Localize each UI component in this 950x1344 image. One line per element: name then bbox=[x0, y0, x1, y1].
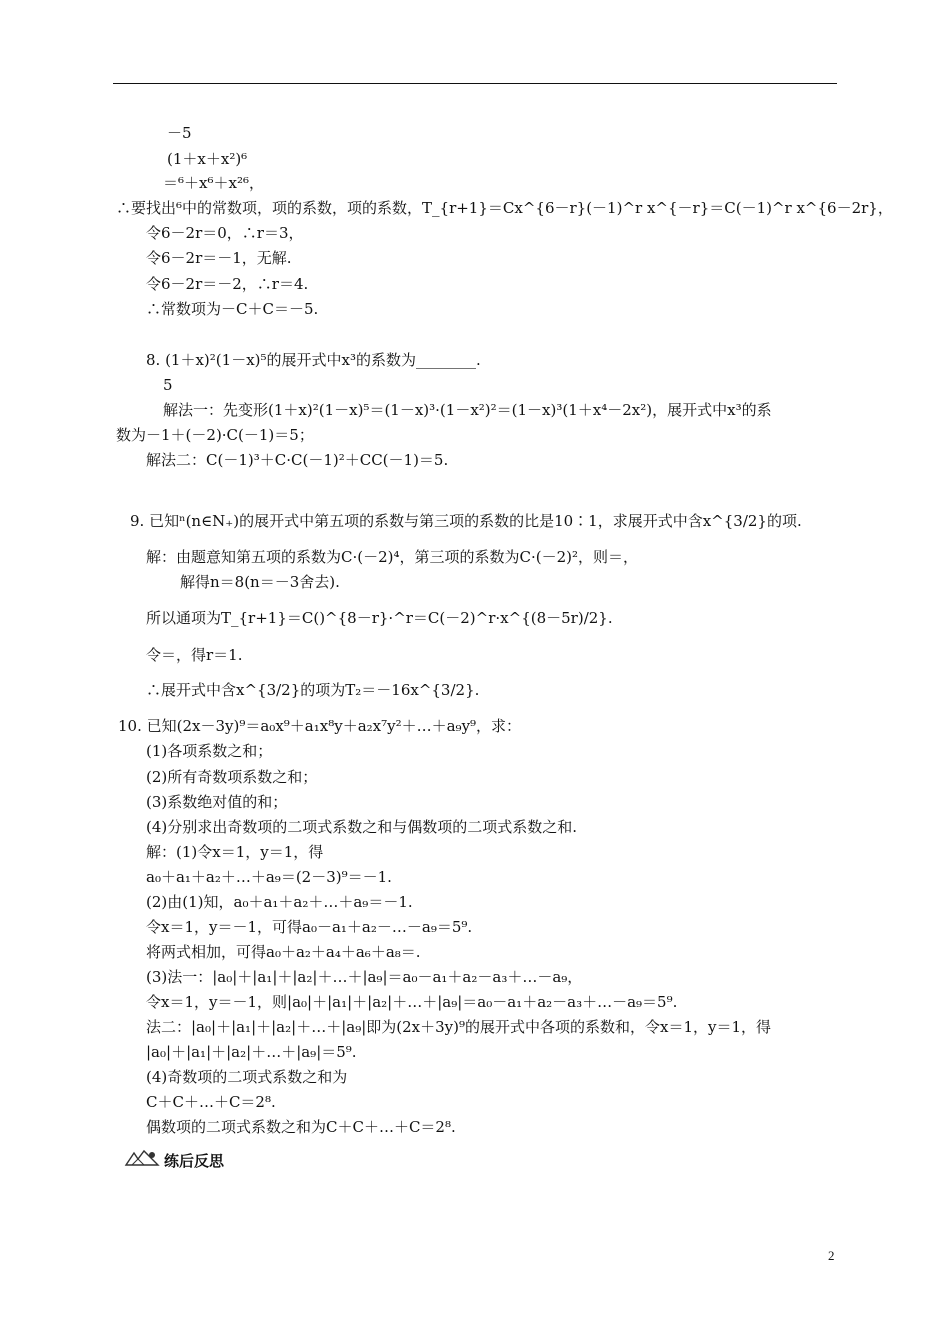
text-line: 解法二：C(－1)³＋C·C(－1)²＋CC(－1)＝5. bbox=[146, 451, 449, 469]
text-line: 偶数项的二项式系数之和为C＋C＋…＋C＝2⁸. bbox=[146, 1118, 456, 1136]
answer-8: 5 bbox=[163, 376, 173, 394]
text-line: 解：由题意知第五项的系数为C·(－2)⁴，第三项的系数为C·(－2)²，则＝， bbox=[146, 548, 639, 566]
text-line: (4)奇数项的二项式系数之和为 bbox=[146, 1068, 348, 1086]
text-line: 令x＝1，y＝－1，可得a₀－a₁＋a₂－…－a₉＝5⁹. bbox=[146, 918, 473, 936]
text-line: (2)所有奇数项系数之和； bbox=[146, 768, 318, 786]
text-line: 令＝，得r＝1. bbox=[146, 646, 243, 664]
question-10: 10. 已知(2x－3y)⁹＝a₀x⁹＋a₁x⁸y＋a₂x⁷y²＋…＋a₉y⁹，求： bbox=[118, 717, 522, 735]
text-line: a₀＋a₁＋a₂＋…＋a₉＝(2－3)⁹＝－1. bbox=[146, 868, 392, 886]
text-line: 令x＝1，y＝－1，则|a₀|＋|a₁|＋|a₂|＋…＋|a₉|＝a₀－a₁＋a₂－a₃＋…－a₉＝5⁹. bbox=[146, 993, 678, 1011]
text-line: C＋C＋…＋C＝2⁸. bbox=[146, 1093, 276, 1111]
text-line: (4)分别求出奇数项的二项式系数之和与偶数项的二项式系数之和. bbox=[146, 818, 578, 836]
text-line: (3)系数绝对值的和； bbox=[146, 793, 288, 811]
text-line: 令6－2r＝－1，无解. bbox=[146, 249, 292, 267]
text-line: ＝⁶＋x⁶＋x²⁶， bbox=[163, 174, 264, 192]
section-logo-icon bbox=[124, 1147, 160, 1169]
text-line: 所以通项为T_{r+1}＝C()^{8－r}·^r＝C(－2)^r·x^{(8－5r)/2}. bbox=[146, 609, 613, 627]
text-line: (3)法一：|a₀|＋|a₁|＋|a₂|＋…＋|a₉|＝a₀－a₁＋a₂－a₃＋…－a₉， bbox=[146, 968, 583, 986]
text-line: |a₀|＋|a₁|＋|a₂|＋…＋|a₉|＝5⁹. bbox=[146, 1043, 357, 1061]
text-line: (1＋x＋x²)⁶ bbox=[167, 150, 248, 168]
text-line: ∴要找出⁶中的常数项，项的系数，项的系数，T_{r+1}＝Cx^{6－r}(－1)^r x^{－r}＝C(－1)^r x^{6－2r}， bbox=[116, 199, 893, 217]
question-8: 8. (1＋x)²(1－x)⁵的展开式中x³的系数为________. bbox=[146, 351, 481, 369]
text-line: (2)由(1)知，a₀＋a₁＋a₂＋…＋a₉＝－1. bbox=[146, 893, 413, 911]
text-line: 解得n＝8(n＝－3舍去). bbox=[180, 573, 340, 591]
text-line: －5 bbox=[167, 124, 192, 142]
text-line: 令6－2r＝－2，∴r＝4. bbox=[146, 275, 309, 293]
text-line: 解：(1)令x＝1，y＝1，得 bbox=[146, 843, 324, 861]
text-line: ∴展开式中含x^{3/2}的项为T₂＝－16x^{3/2}. bbox=[146, 681, 480, 699]
text-line: ∴常数项为－C＋C＝－5. bbox=[146, 300, 319, 318]
page-number: 2 bbox=[828, 1248, 835, 1263]
header-rule bbox=[113, 83, 837, 84]
section-title: 练后反思 bbox=[164, 1152, 225, 1170]
text-line: 解法一：先变形(1＋x)²(1－x)⁵＝(1－x)³·(1－x²)²＝(1－x)³(1＋x⁴－2x²)，展开式中x³的系 bbox=[163, 401, 772, 419]
text-line: 法二：|a₀|＋|a₁|＋|a₂|＋…＋|a₉|即为(2x＋3y)⁹的展开式中各项的系数和，令x＝1，y＝1，得 bbox=[146, 1018, 772, 1036]
text-line: 将两式相加，可得a₀＋a₂＋a₄＋a₆＋a₈＝. bbox=[146, 943, 421, 961]
text-line: 令6－2r＝0，∴r＝3， bbox=[146, 224, 304, 242]
question-9: 9. 已知ⁿ(n∈N₊)的展开式中第五项的系数与第三项的系数的比是10∶1，求展开式中含x^{3/2}的项. bbox=[130, 512, 802, 530]
text-line: (1)各项系数之和； bbox=[146, 742, 273, 760]
text-line: 数为－1＋(－2)·C(－1)＝5； bbox=[116, 426, 314, 444]
